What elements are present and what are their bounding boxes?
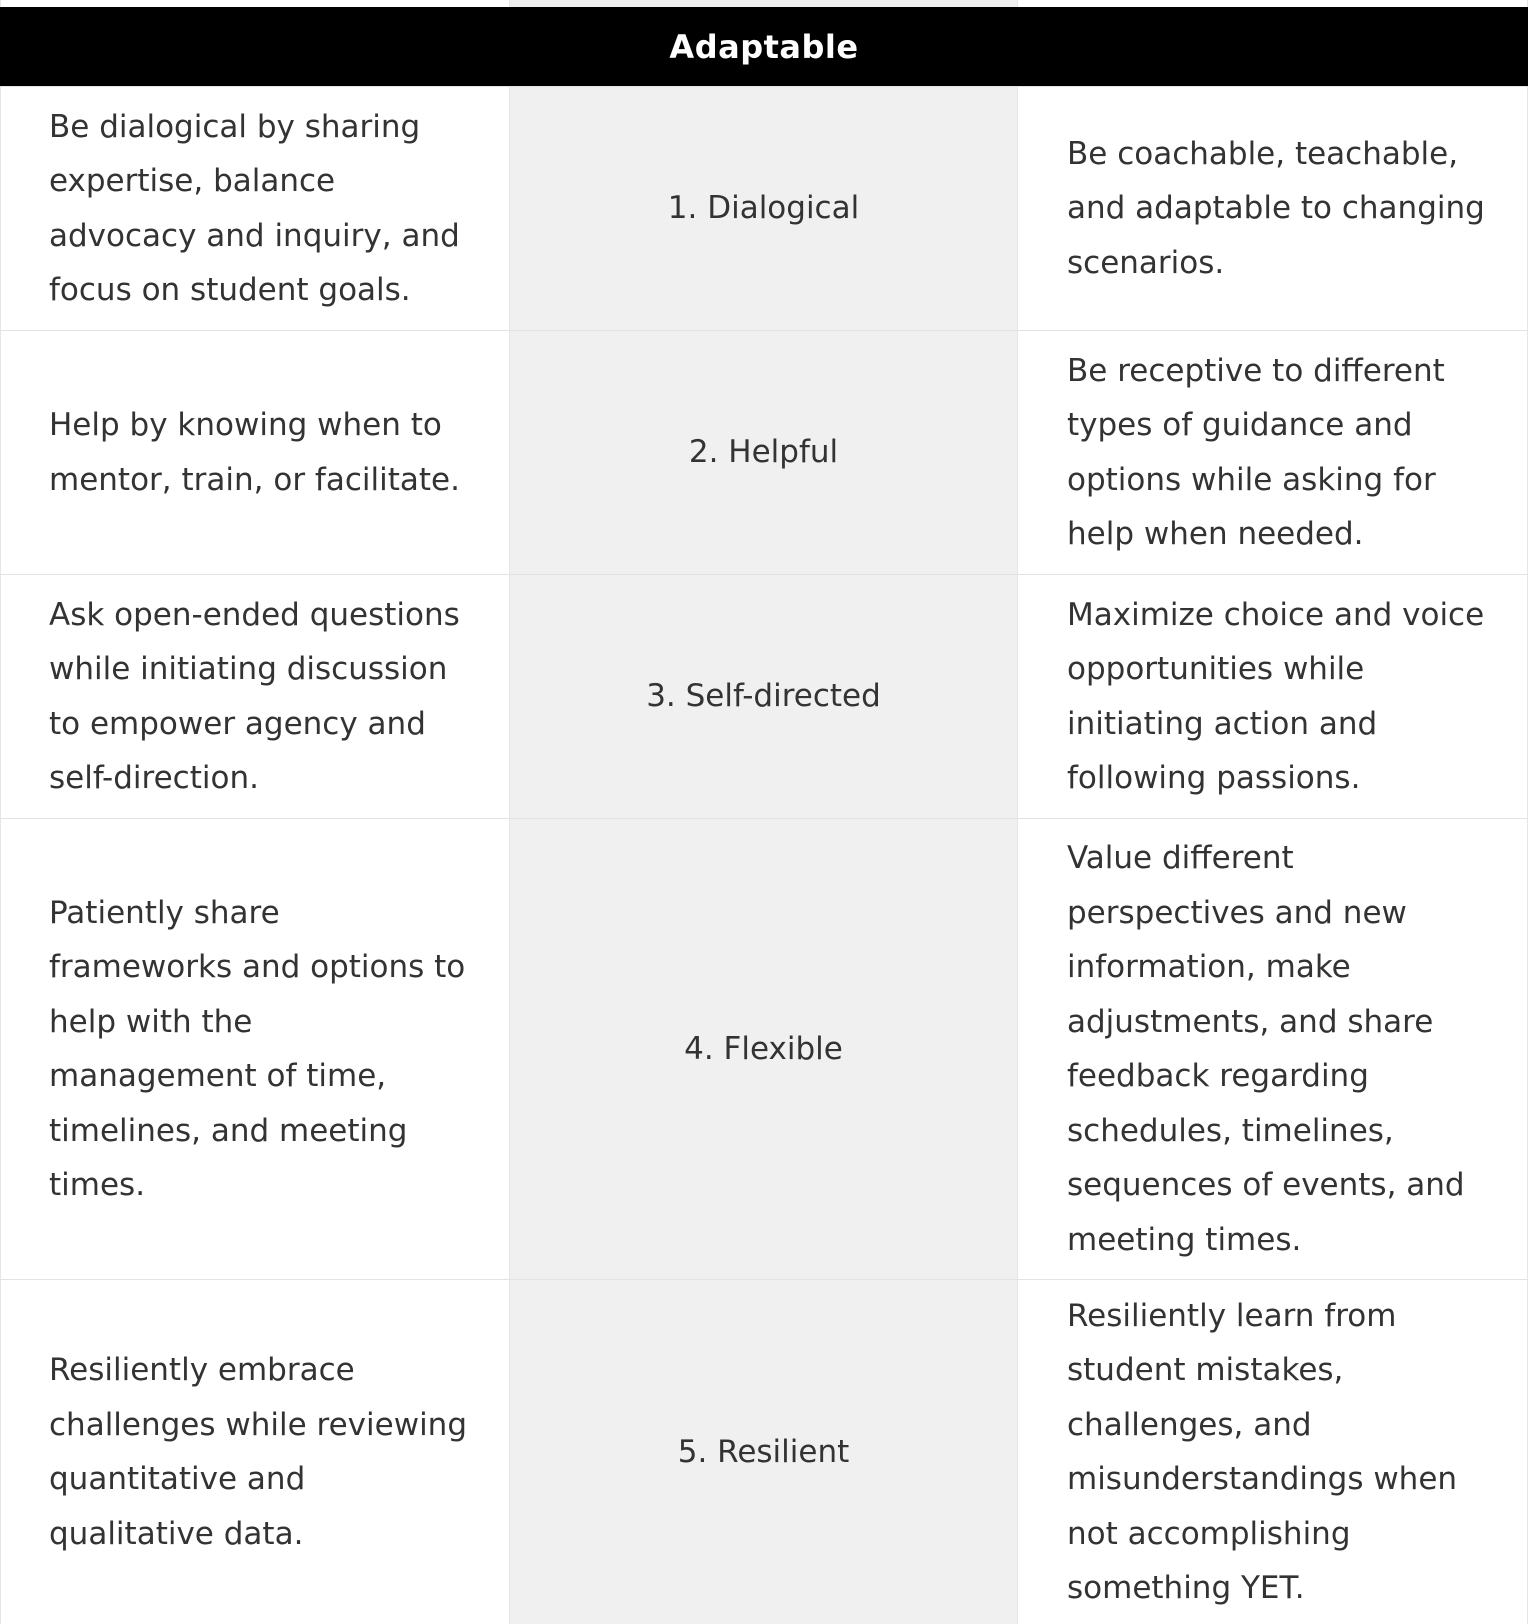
table-row (0, 1279, 1528, 1624)
table-cell-middle (509, 331, 1018, 574)
table-cell-right (1018, 575, 1528, 818)
table-cell-middle (509, 87, 1018, 330)
cell-text: Patiently share frameworks and options to help with the management of time, timelines, and meeting times. (49, 894, 466, 1203)
cell-text: Ask open-ended questions while initiating discussion to empower agency and self-direction. (49, 596, 460, 796)
cell-text: 5. Resilient (677, 1433, 850, 1470)
table-cell-middle (509, 1280, 1018, 1624)
cell-text: Resiliently embrace challenges while reviewing quantitative and qualitative data. (49, 1352, 468, 1552)
table-cell-middle (509, 575, 1018, 818)
table-cell-right (1018, 87, 1528, 330)
table-cell-left (0, 87, 509, 330)
cell-text: Resiliently learn from student mistakes, challenges, and misunderstandings when not accomplishing something YET. (1067, 1297, 1458, 1606)
cell-text: 3. Self-directed (646, 678, 881, 715)
cell-text: 4. Flexible (684, 1030, 843, 1067)
table-cell-left (0, 819, 509, 1279)
cell-text: Maximize choice and voice opportunities while initiating action and following passions. (1067, 596, 1485, 796)
table-header-title: Adaptable (669, 27, 859, 66)
table-row (0, 574, 1528, 818)
previous-row-remnant (0, 0, 1528, 7)
table-row (0, 330, 1528, 574)
table-cell-right (1018, 331, 1528, 574)
table-row (0, 818, 1528, 1279)
table-cell-left (0, 575, 509, 818)
table-row (0, 86, 1528, 330)
table-cell-middle (509, 819, 1018, 1279)
table-cell-right (1018, 819, 1528, 1279)
cell-text: Value different perspectives and new information, make adjustments, and share feedback regarding schedules, timelines, sequences of events, and meeting times. (1067, 840, 1465, 1258)
table-cell-left (0, 331, 509, 574)
cell-text: Be dialogical by sharing expertise, balance advocacy and inquiry, and focus on student goals. (49, 108, 460, 308)
table-cell-right (1018, 1280, 1528, 1624)
cell-text: Help by knowing when to mentor, train, or facilitate. (49, 407, 460, 498)
table-header-row (0, 7, 1528, 86)
cell-text: Be receptive to different types of guidance and options while asking for help when needed. (1067, 352, 1445, 552)
cell-text: 1. Dialogical (667, 190, 860, 227)
cell-text: Be coachable, teachable, and adaptable to changing scenarios. (1067, 135, 1485, 281)
cell-text: 2. Helpful (688, 434, 839, 471)
table-cell-left (0, 1280, 509, 1624)
